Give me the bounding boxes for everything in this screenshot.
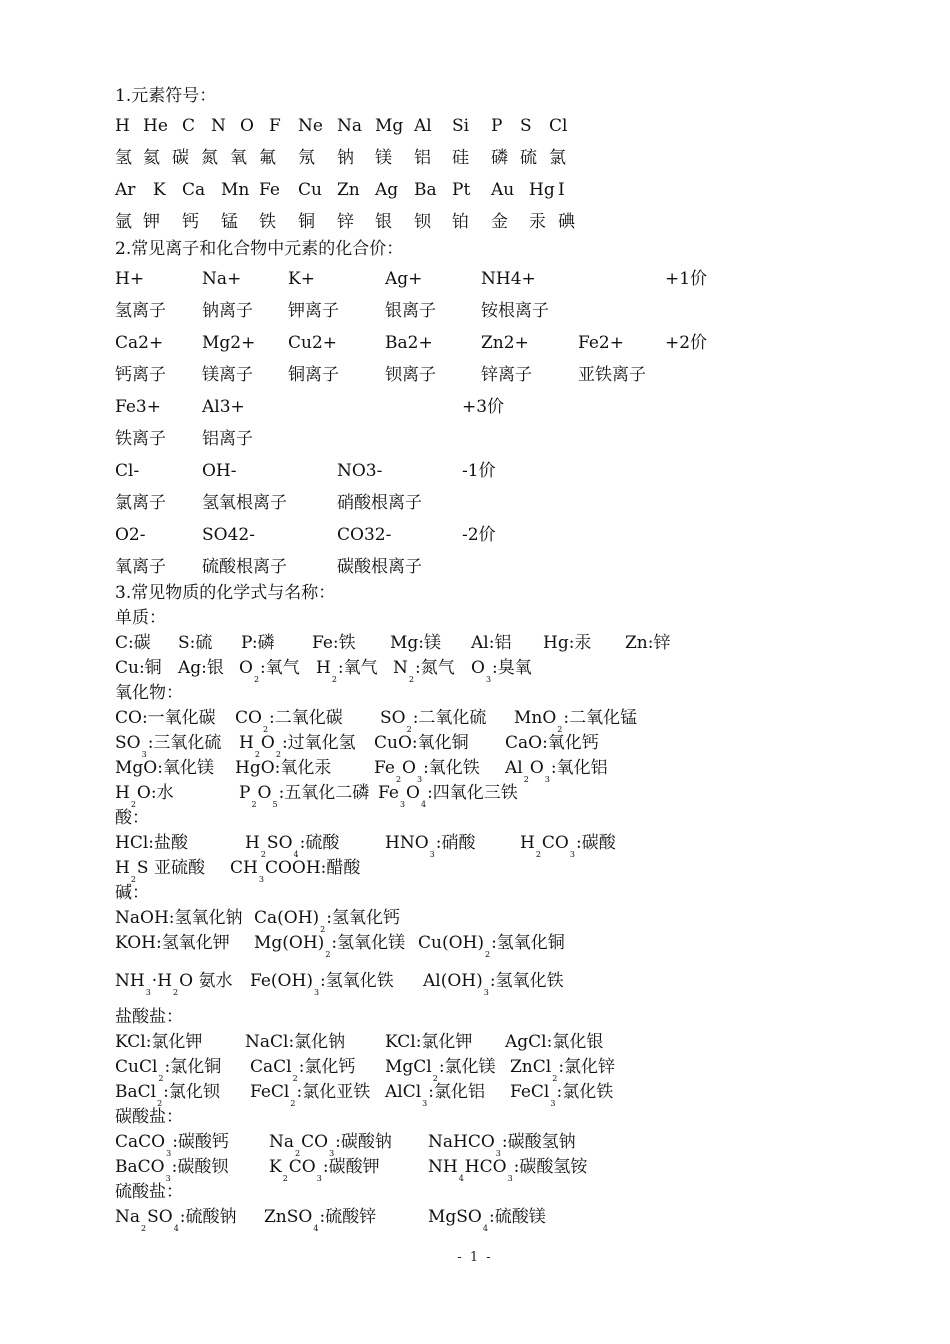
symbol: Pt — [452, 180, 471, 200]
substance: AlCl$_3$:氯化铝 — [385, 1082, 485, 1108]
symbol: Mn — [221, 180, 250, 200]
element-name: 铁 — [259, 212, 276, 232]
ion-formula: Ag+ — [385, 269, 423, 289]
substance: MgCl$_2$:氯化镁 — [385, 1057, 496, 1083]
substance: $Al_2O_3$:氧化铝 — [505, 758, 608, 784]
substance: $CO_2$:二氧化碳 — [235, 708, 343, 734]
substance: Hg:汞 — [543, 633, 592, 653]
ion-name: 钙离子 — [115, 365, 166, 385]
substance: ZnCl$_2$:氯化锌 — [510, 1057, 616, 1083]
bases-label: 碱： — [115, 883, 149, 903]
element-name: 氩 — [115, 212, 132, 232]
element-name: 氟 — [259, 148, 276, 168]
element-name: 铂 — [452, 212, 469, 232]
substance: $SO_3$:三氧化硫 — [115, 733, 222, 759]
substance: CaCO$_3$:碳酸钙 — [115, 1132, 229, 1158]
ion-name: 碳酸根离子 — [337, 557, 422, 577]
ion-formula: SO42- — [202, 525, 255, 545]
symbol: Si — [452, 116, 470, 136]
symbol: Au — [491, 180, 515, 200]
element-name: 锰 — [221, 212, 238, 232]
substance: $Ca(OH)_2$:氢氧化钙 — [254, 908, 400, 934]
ion-formula: K+ — [288, 269, 315, 289]
substance: $N_2$:氮气 — [393, 658, 455, 684]
substance: $Mg(OH)_2$:氢氧化镁 — [254, 933, 406, 959]
ion-formula: Mg2+ — [202, 333, 256, 353]
symbol: C — [182, 116, 196, 136]
element-name: 铜 — [298, 212, 315, 232]
symbol: H — [115, 116, 130, 136]
substance: ZnSO$_4$:硫酸锌 — [264, 1207, 377, 1233]
element-name: 钠 — [337, 148, 354, 168]
symbol: Ca — [182, 180, 206, 200]
sulfates-label: 硫酸盐： — [115, 1182, 183, 1202]
element-name: 氮 — [201, 148, 218, 168]
oxides-label: 氧化物： — [115, 683, 183, 703]
substance: AgCl:氯化银 — [505, 1032, 604, 1052]
substance: $H_2S$ 亚硫酸 — [115, 858, 205, 884]
carbonates-label: 碳酸盐： — [115, 1107, 183, 1127]
element-name: 银 — [375, 212, 392, 232]
substance: HgO:氧化汞 — [235, 758, 332, 778]
ion-formula: H+ — [115, 269, 145, 289]
ion-formula: Fe3+ — [115, 397, 161, 417]
symbol: Fe — [259, 180, 280, 200]
chlorides-label: 盐酸盐： — [115, 1007, 183, 1027]
substance: BaCl$_2$:氯化钡 — [115, 1082, 220, 1108]
symbol: Cu — [298, 180, 322, 200]
valence-label: +3价 — [462, 397, 505, 417]
valence-label: +2价 — [665, 333, 708, 353]
symbol: P — [491, 116, 503, 136]
substance: $Fe_3O_4$:四氧化三铁 — [378, 783, 518, 809]
substance: NaHCO$_3$:碳酸氢钠 — [428, 1132, 576, 1158]
ion-formula: NO3- — [337, 461, 383, 481]
ion-formula: Na+ — [202, 269, 242, 289]
ion-name: 铵根离子 — [481, 301, 549, 321]
substance: NaCl:氯化钠 — [245, 1032, 346, 1052]
substance: Al:铝 — [471, 633, 512, 653]
substance: NaOH:氢氧化钠 — [115, 908, 243, 928]
element-name: 碘 — [558, 212, 575, 232]
substance: $K_2CO_3$:碳酸钾 — [269, 1157, 380, 1183]
symbol: Mg — [375, 116, 404, 136]
substance: CO:一氧化碳 — [115, 708, 216, 728]
ion-formula: O2- — [115, 525, 146, 545]
substance: $H_2CO_3$:碳酸 — [520, 833, 616, 859]
ion-name: 硫酸根离子 — [202, 557, 287, 577]
substance: CuO:氧化铜 — [374, 733, 469, 753]
ion-name: 银离子 — [385, 301, 436, 321]
substance: Ag:银 — [178, 658, 224, 678]
valence-label: -1价 — [462, 461, 496, 481]
ion-name: 钾离子 — [288, 301, 339, 321]
symbol: Ar — [115, 180, 136, 200]
substance: P:磷 — [241, 633, 275, 653]
symbol: O — [240, 116, 254, 136]
substance: S:硫 — [178, 633, 213, 653]
symbol: K — [153, 180, 166, 200]
substance: $H_2O$:水 — [115, 783, 174, 809]
substance: $Fe_2O_3$:氧化铁 — [374, 758, 480, 784]
symbol: Cl — [549, 116, 568, 136]
symbol: S — [520, 116, 532, 136]
substance: Zn:锌 — [625, 633, 671, 653]
substance: $Na_2CO_3$:碳酸钠 — [269, 1132, 392, 1158]
substance: BaCO$_3$:碳酸钡 — [115, 1157, 229, 1183]
substance: MgSO$_4$:硫酸镁 — [428, 1207, 546, 1233]
ion-name: 镁离子 — [202, 365, 253, 385]
ion-name: 氢氧根离子 — [202, 493, 287, 513]
ion-name: 铁离子 — [115, 429, 166, 449]
substance: $O_3$:臭氧 — [471, 658, 532, 684]
ion-formula: OH- — [202, 461, 237, 481]
element-name: 钙 — [182, 212, 199, 232]
element-name: 汞 — [529, 212, 546, 232]
substance: $Fe(OH)_3$:氢氧化铁 — [250, 971, 394, 997]
symbol: Hg — [529, 180, 555, 200]
element-name: 氧 — [230, 148, 247, 168]
substance: $H_2O_2$:过氧化氢 — [239, 733, 356, 759]
acids-label: 酸： — [115, 808, 149, 828]
page-number: - 1 - — [457, 1250, 493, 1265]
element-name: 氢 — [115, 148, 132, 168]
element-name: 氯 — [549, 148, 566, 168]
ion-name: 氧离子 — [115, 557, 166, 577]
substance: FeCl$_2$:氯化亚铁 — [250, 1082, 371, 1108]
symbol: F — [269, 116, 281, 136]
symbol: Ag — [375, 180, 399, 200]
substance: KCl:氯化钾 — [115, 1032, 203, 1052]
symbol: Ne — [298, 116, 323, 136]
substance: $NH_4HCO_3$:碳酸氢铵 — [428, 1157, 588, 1183]
element-name: 磷 — [491, 148, 508, 168]
ion-name: 硝酸根离子 — [337, 493, 422, 513]
ion-formula: CO32- — [337, 525, 392, 545]
substance: $SO_2$:二氧化硫 — [380, 708, 487, 734]
ion-name: 钠离子 — [202, 301, 253, 321]
substance: MnO$_2$:二氧化锰 — [514, 708, 638, 734]
substance: $NH_3\cdot H_2O$ 氨水 — [115, 971, 233, 997]
substance: CaO:氧化钙 — [505, 733, 599, 753]
ion-name: 钡离子 — [385, 365, 436, 385]
substance: Cu:铜 — [115, 658, 162, 678]
substance: $H_2SO_4$:硫酸 — [245, 833, 340, 859]
symbol: N — [211, 116, 226, 136]
ion-formula: Zn2+ — [481, 333, 529, 353]
ion-name: 锌离子 — [481, 365, 532, 385]
ion-formula: Fe2+ — [578, 333, 624, 353]
symbol: Na — [337, 116, 363, 136]
substance: KCl:氯化钾 — [385, 1032, 473, 1052]
substance: $HNO_3$:硝酸 — [385, 833, 476, 859]
ion-name: 亚铁离子 — [578, 365, 646, 385]
symbol: Zn — [337, 180, 360, 200]
substance: $Cu(OH)_2$:氢氧化铜 — [418, 933, 565, 959]
section1-title: 1.元素符号： — [115, 86, 217, 106]
ion-name: 铝离子 — [202, 429, 253, 449]
symbol: I — [558, 180, 565, 200]
ion-formula: Al3+ — [202, 397, 245, 417]
element-name: 金 — [491, 212, 508, 232]
ion-formula: Cu2+ — [288, 333, 338, 353]
element-name: 钾 — [143, 212, 160, 232]
substance: Mg:镁 — [390, 633, 442, 653]
element-name: 硫 — [520, 148, 537, 168]
valence-label: -2价 — [462, 525, 496, 545]
substance: KOH:氢氧化钾 — [115, 933, 230, 953]
elements-label: 单质： — [115, 608, 166, 628]
element-name: 镁 — [375, 148, 392, 168]
substance: $P_2O_5$:五氧化二磷 — [239, 783, 370, 809]
ion-formula: Cl- — [115, 461, 140, 481]
ion-name: 氯离子 — [115, 493, 166, 513]
element-name: 钡 — [414, 212, 431, 232]
element-name: 碳 — [172, 148, 189, 168]
element-name: 锌 — [337, 212, 354, 232]
symbol: Al — [414, 116, 432, 136]
substance: $H_2$:氧气 — [316, 658, 378, 684]
symbol: He — [143, 116, 168, 136]
symbol: Ba — [414, 180, 437, 200]
section3-title: 3.常见物质的化学式与名称： — [115, 583, 336, 603]
valence-label: +1价 — [665, 269, 708, 289]
element-name: 铝 — [414, 148, 431, 168]
ion-name: 氢离子 — [115, 301, 166, 321]
ion-formula: Ba2+ — [385, 333, 433, 353]
substance: CaCl$_2$:氯化钙 — [250, 1057, 356, 1083]
substance: C:碳 — [115, 633, 151, 653]
ion-name: 铜离子 — [288, 365, 339, 385]
substance: Fe:铁 — [312, 633, 356, 653]
substance: $CH_3COOH$:醋酸 — [230, 858, 361, 884]
section2-title: 2.常见离子和化合物中元素的化合价： — [115, 239, 404, 259]
substance: $Al(OH)_3$:氢氧化铁 — [423, 971, 564, 997]
ion-formula: NH4+ — [481, 269, 536, 289]
ion-formula: Ca2+ — [115, 333, 164, 353]
substance: MgO:氧化镁 — [115, 758, 214, 778]
element-name: 硅 — [452, 148, 469, 168]
substance: FeCl$_3$:氯化铁 — [510, 1082, 614, 1108]
substance: CuCl$_2$:氯化铜 — [115, 1057, 222, 1083]
substance: $Na_2SO_4$:硫酸钠 — [115, 1207, 237, 1233]
substance: HCl:盐酸 — [115, 833, 188, 853]
element-name: 氖 — [298, 148, 315, 168]
substance: $O_2$:氧气 — [239, 658, 300, 684]
element-name: 氦 — [143, 148, 160, 168]
